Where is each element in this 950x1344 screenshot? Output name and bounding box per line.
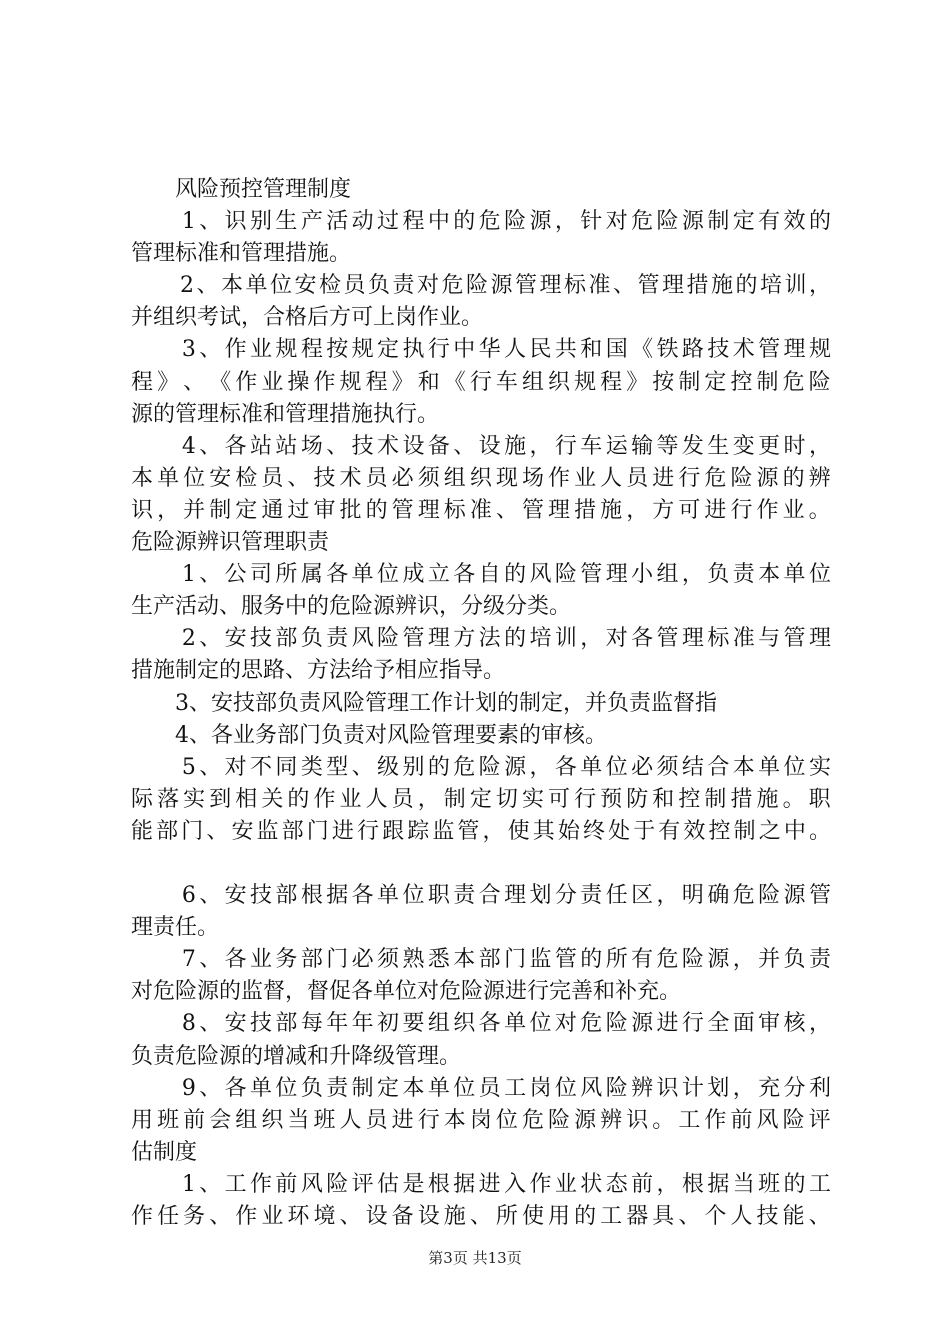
- text-line: 措施制定的思路、方法给予相应指导。: [131, 658, 506, 684]
- text-line: 负责危险源的增减和升降级管理。: [131, 1043, 462, 1069]
- text-line: 1 、 工 作 前 风 险 评 估 是 根 据 进 入 作 业 状 态 前 ， 根 据 当 班 的 工: [181, 1171, 831, 1197]
- text-line: 并组织考试，合格后方可上岗作业。: [131, 305, 484, 331]
- text-line: 管理标准和管理措施。: [131, 241, 352, 267]
- text-line: 能 部 门 、 安 监 部 门 进 行 跟 踪 监 管 ， 使 其 始 终 处 于 有 效 控 制 之 中 。: [131, 818, 831, 844]
- text-line: 估制度: [131, 1139, 198, 1165]
- document-body: [131, 174, 831, 1233]
- text-line: 6 、 安 技 部 根 据 各 单 位 职 责 合 理 划 分 责 任 区 ， 明 确 危 险 源 管: [181, 883, 831, 909]
- text-line: 程 》 、 《 作 业 操 作 规 程 》 和 《 行 车 组 织 规 程 》 按 制 定 控 制 危 险: [131, 369, 831, 395]
- text-line: 用 班 前 会 组 织 当 班 人 员 进 行 本 岗 位 危 险 源 辨 识 。 工 作 前 风 险 评: [131, 1107, 831, 1133]
- text-line: 识 ， 并 制 定 通 过 审 批 的 管 理 标 准 、 管 理 措 施 ， 方 可 进 行 作 业 。: [131, 497, 831, 523]
- text-line: 9 、 各 单 位 负 责 制 定 本 单 位 员 工 岗 位 风 险 辨 识 计 划 ， 充 分 利: [181, 1075, 831, 1101]
- text-line: 8 、 安 技 部 每 年 年 初 要 组 织 各 单 位 对 危 险 源 进 行 全 面 审 核 ，: [181, 1011, 831, 1037]
- text-line: 5 、 对 不 同 类 型 、 级 别 的 危 险 源 ， 各 单 位 必 须 结 合 本 单 位 实: [181, 754, 831, 780]
- text-line: 理责任。: [131, 915, 220, 941]
- text-line: 4、各业务部门负责对风险管理要素的审核。: [131, 722, 607, 748]
- page-footer: 第3页 共13页: [428, 1249, 522, 1267]
- text-line: 1 、 公 司 所 属 各 单 位 成 立 各 自 的 风 险 管 理 小 组 ， 负 责 本 单 位: [181, 562, 831, 588]
- text-line: 源的管理标准和管理措施执行。: [131, 401, 440, 427]
- text-line: 2 、 安 技 部 负 责 风 险 管 理 方 法 的 培 训 ， 对 各 管 理 标 准 与 管 理: [181, 626, 831, 652]
- text-line: 本 单 位 安 检 员 、 技 术 员 必 须 组 织 现 场 作 业 人 员 进 行 危 险 源 的 辨: [131, 465, 831, 491]
- text-line: 3、安技部负责风险管理工作计划的制定，并负责监督指: [131, 690, 717, 716]
- text-line: 生产活动、服务中的危险源辨识，分级分类。: [131, 594, 572, 620]
- text-line: 2 、 本 单 位 安 检 员 负 责 对 危 险 源 管 理 标 准 、 管 理 措 施 的 培 训 ，: [180, 273, 831, 299]
- blank-line: [131, 848, 831, 880]
- text-line: 1 、 识 别 生 产 活 动 过 程 中 的 危 险 源 ， 针 对 危 险 源 制 定 有 效 的: [181, 209, 831, 235]
- text-line: 作 任 务 、 作 业 环 境 、 设 备 设 施 、 所 使 用 的 工 器 具 、 个 人 技 能 、: [131, 1204, 831, 1229]
- text-line: 危险源辨识管理职责: [131, 530, 330, 556]
- text-line: 3 、 作 业 规 程 按 规 定 执 行 中 华 人 民 共 和 国 《 铁 路 技 术 管 理 规: [181, 337, 831, 363]
- text-line: 风险预控管理制度: [131, 177, 352, 202]
- text-line: 4 、 各 站 站 场 、 技 术 设 备 、 设 施 ， 行 车 运 输 等 发 生 变 更 时 ，: [181, 433, 831, 459]
- text-line: 对危险源的监督，督促各单位对危险源进行完善和补充。: [131, 979, 682, 1005]
- text-line: 7 、 各 业 务 部 门 必 须 熟 悉 本 部 门 监 管 的 所 有 危 险 源 ， 并 负 责: [181, 947, 831, 973]
- text-line: 际 落 实 到 相 关 的 作 业 人 员 ， 制 定 切 实 可 行 预 防 和 控 制 措 施 。 职: [131, 786, 831, 812]
